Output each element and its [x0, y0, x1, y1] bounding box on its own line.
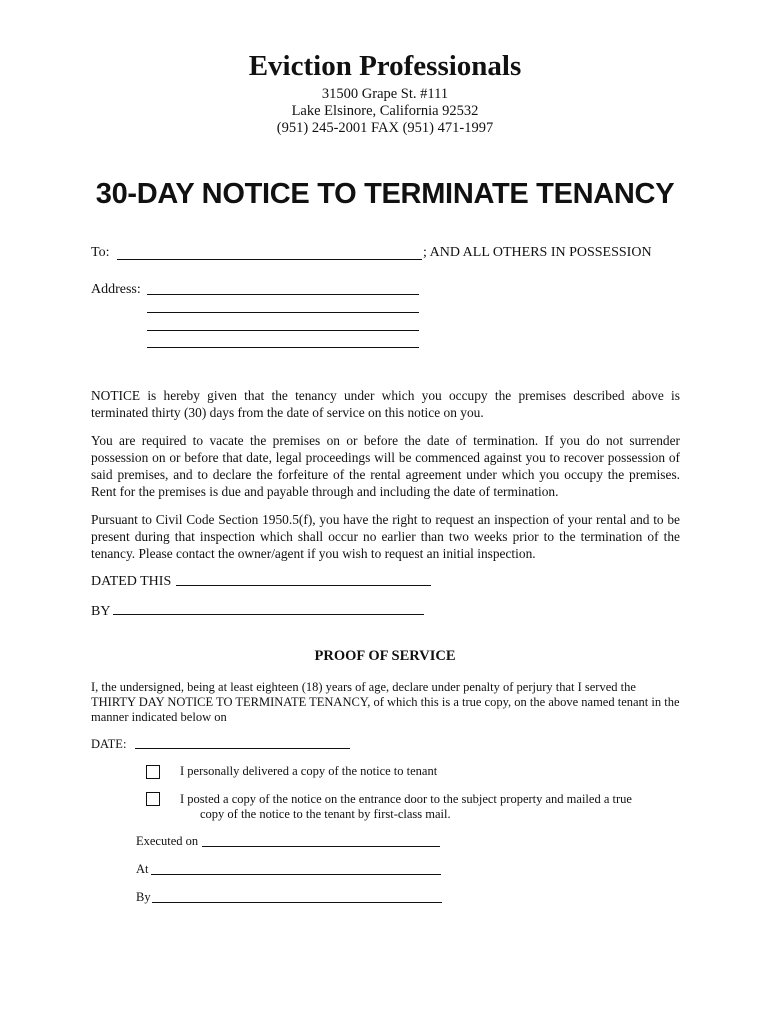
- proof-date-input-line[interactable]: [135, 748, 350, 749]
- personal-delivery-checkbox[interactable]: [146, 765, 160, 779]
- address-line-2[interactable]: [147, 312, 419, 313]
- company-phone-fax: (951) 245-2001 FAX (951) 471-1997: [276, 120, 494, 136]
- address-line-1[interactable]: [147, 294, 419, 295]
- address-label: Address:: [91, 282, 141, 297]
- proof-by-input-line[interactable]: [152, 902, 442, 903]
- at-label: At: [136, 862, 149, 876]
- posted-mailed-checkbox[interactable]: [146, 792, 160, 806]
- vacate-paragraph: You are required to vacate the premises on or before the date of termination. If you do not surrender possession on or before that date, legal proceedings will be commenced against you to recover possession of said premises, and to declare the forfeiture of the rental agreement under which you occupy the premises. Rent for the premises is due and payable through and including the date of termination.: [91, 433, 680, 499]
- dated-input-line[interactable]: [176, 585, 431, 586]
- posted-mailed-label-line1: I posted a copy of the notice on the entrance door to the subject property and mailed a true: [180, 792, 632, 806]
- address-line-3[interactable]: [147, 330, 419, 331]
- proof-by-label: By: [136, 890, 151, 904]
- notice-title: 30-DAY NOTICE TO TERMINATE TENANCY: [95, 178, 675, 210]
- to-input-line[interactable]: [117, 259, 422, 260]
- posted-mailed-label-line2: copy of the notice to the tenant by first-class mail.: [200, 807, 451, 821]
- notice-paragraph-1: NOTICE is hereby given that the tenancy under which you occupy the premises described above is terminated thirty (30) days from the date of service on this notice on you.: [91, 388, 680, 420]
- proof-intro: I, the undersigned, being at least eighteen (18) years of age, declare under penalty of perjury that I served the THIRTY DAY NOTICE TO TERMINATE TENANCY, of which this is a true copy, on the above named tenant in the manner indicated below on: [91, 680, 680, 724]
- company-name: Eviction Professionals: [248, 50, 522, 82]
- by-label: BY: [91, 604, 111, 619]
- executed-on-label: Executed on: [136, 834, 199, 848]
- dated-label: DATED THIS: [91, 574, 172, 589]
- proof-of-service-heading: PROOF OF SERVICE: [314, 648, 456, 664]
- at-input-line[interactable]: [151, 874, 441, 875]
- by-input-line[interactable]: [113, 614, 424, 615]
- proof-date-label: DATE:: [91, 737, 127, 751]
- company-city: Lake Elsinore, California 92532: [291, 103, 479, 119]
- to-suffix: ; AND ALL OTHERS IN POSSESSION: [423, 245, 652, 260]
- company-street: 31500 Grape St. #111: [321, 86, 449, 102]
- inspection-paragraph: Pursuant to Civil Code Section 1950.5(f), you have the right to request an inspection of your rental and to be present during that inspection which shall occur no earlier than two weeks prior to the termination of the tenancy. Please contact the owner/agent if you wish to request an initial inspection.: [91, 512, 680, 561]
- to-label: To:: [91, 245, 110, 260]
- personal-delivery-label: I personally delivered a copy of the notice to tenant: [180, 764, 438, 778]
- address-line-4[interactable]: [147, 347, 419, 348]
- executed-on-input-line[interactable]: [202, 846, 440, 847]
